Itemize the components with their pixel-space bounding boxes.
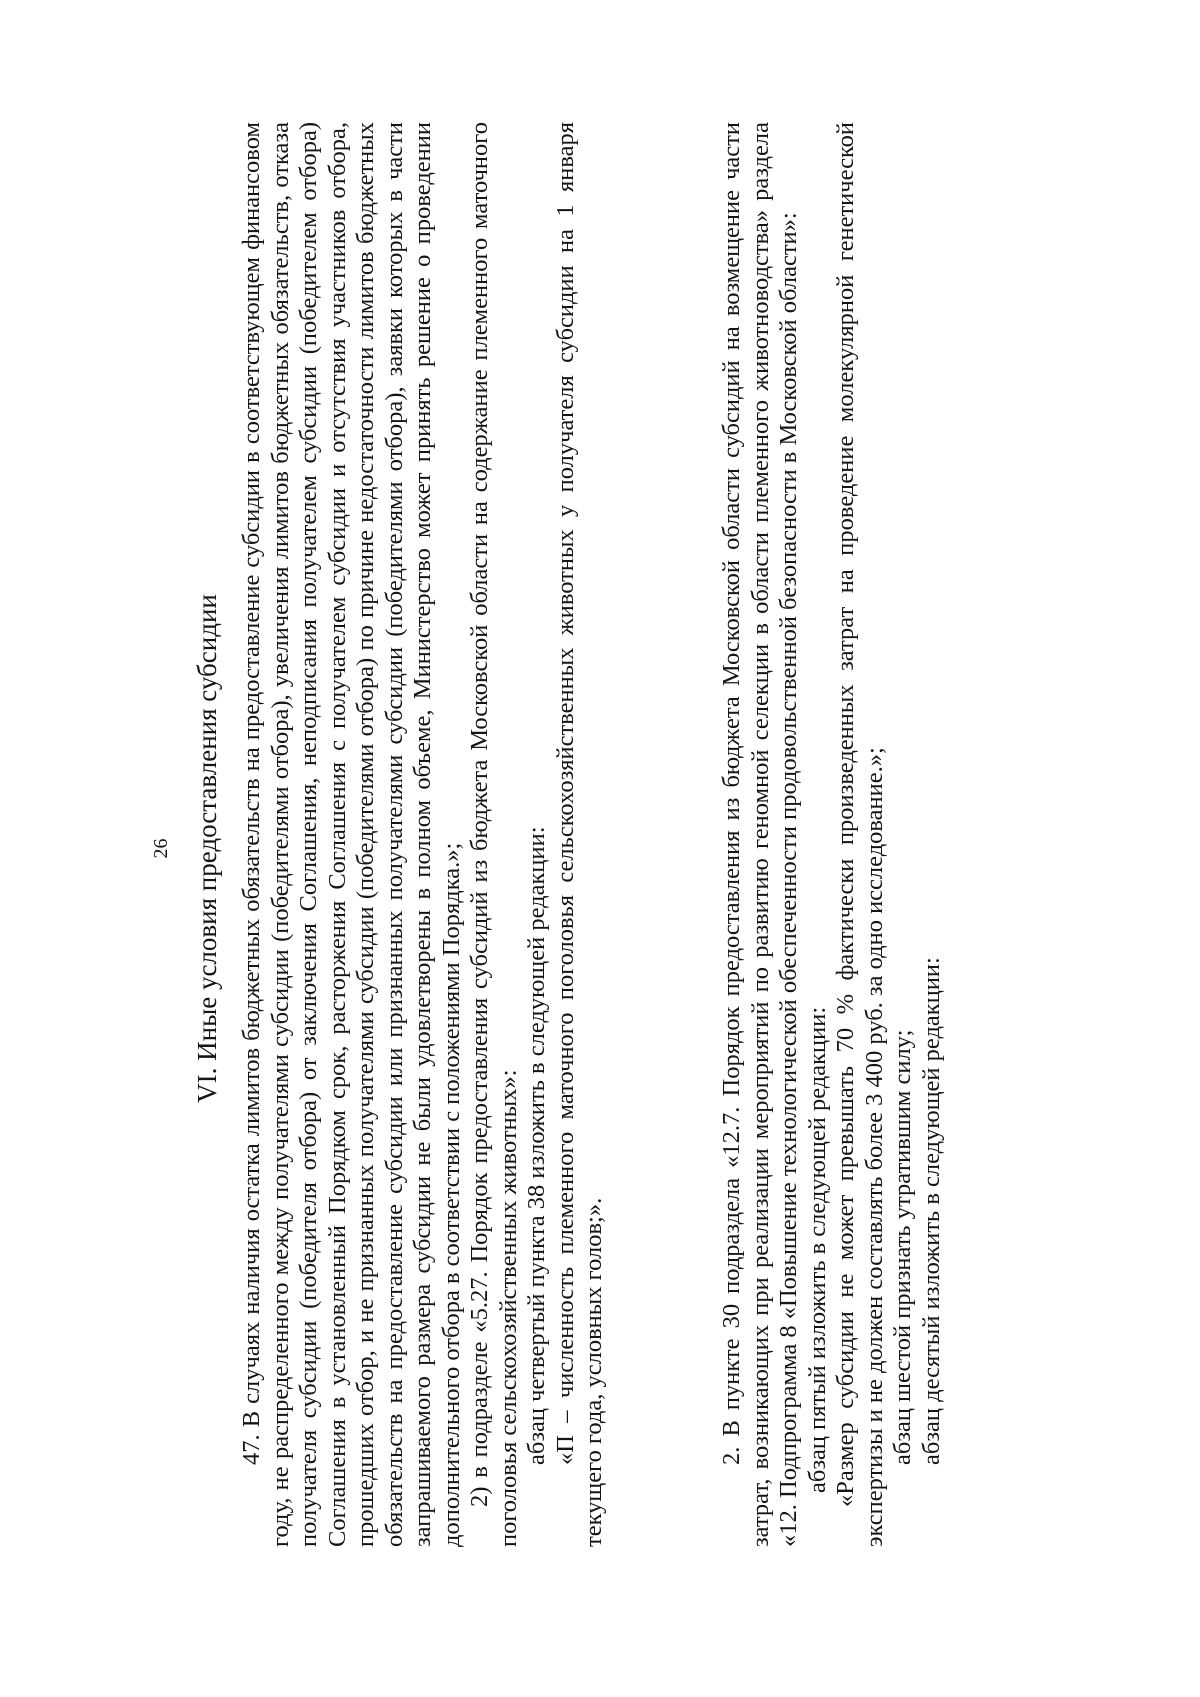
section-title: VI. Иные условия предоставления субсидии [192,594,222,1103]
paragraph-tenth-clause: абзац десятый изложить в следующей редакции: [917,957,945,1465]
paragraph-fifth-clause: абзац пятый изложить в следующей редакции: [803,1006,831,1493]
text-block-1 [238,122,609,1547]
paragraph-47: 47. В случаях наличия остатка лимитов бюджетных обязательств на предоставление субсидии в соответствующем финансовом году, не распределенного между получателями субсидии (победителями отбора), увеличения лимитов бюджетных обязательств, отказа получателя субсидии (победителя отбора) от заключения Соглашения, неподписания получателем субсидии (победителем отбора) Соглашения в установленный Порядком срок, расторжения Соглашения с получателем субсидии и отсутствия участников отбора, прошедших отбор, и не признанных получателями субсидии (победителями отбора) по причине недостаточности лимитов бюджетных обязательств на предоставление субсидии или признанных получателями субсидии (победителями отбора), заявки которых в части запрашиваемого размера субсидии не были удовлетворены в полном объеме, Министерство может принять решение о проведении дополнительного отбора в соответствии с положениями Порядка.»; [238,122,465,1547]
paragraph-point-30: 2. В пункте 30 подраздела «12.7. Порядок предоставления из бюджета Московской области субсидий на возмещение части затрат, возникающих при реализации мероприятий по развитию геномной селекции в области племенного животноводства» раздела «12. Подпрограмма 8 «Повышение технологической обеспеченности продовольственной безопасности в Московской области»: [718,122,802,1547]
paragraph-subsidy-size: «Размер субсидии не может превышать 70 % фактически произведенных затрат на проведение молекулярной генетической экспертизы и не должен составлять более 3 400 руб. за одно исследование.»; [832,122,888,1547]
paragraph-sixth-clause: абзац шестой признать утратившим силу; [889,1029,916,1465]
paragraph-subsection-5-27: 2) в подразделе «5.27. Порядок предоставления субсидий из бюджета Московской области на содержание племенного маточного поголовья сельскохозяйственных животных»: [466,122,522,1547]
paragraph-p-definition: «П – численность племенного маточного поголовья сельскохозяйственных животных у получателя субсидии на 1 января текущего года, условных голов;». [551,122,607,1547]
paragraph-point-38: абзац четвертый пункта 38 изложить в следующей редакции: [523,826,550,1465]
page-number: 26 [150,838,172,859]
text-block-2 [718,122,946,1547]
